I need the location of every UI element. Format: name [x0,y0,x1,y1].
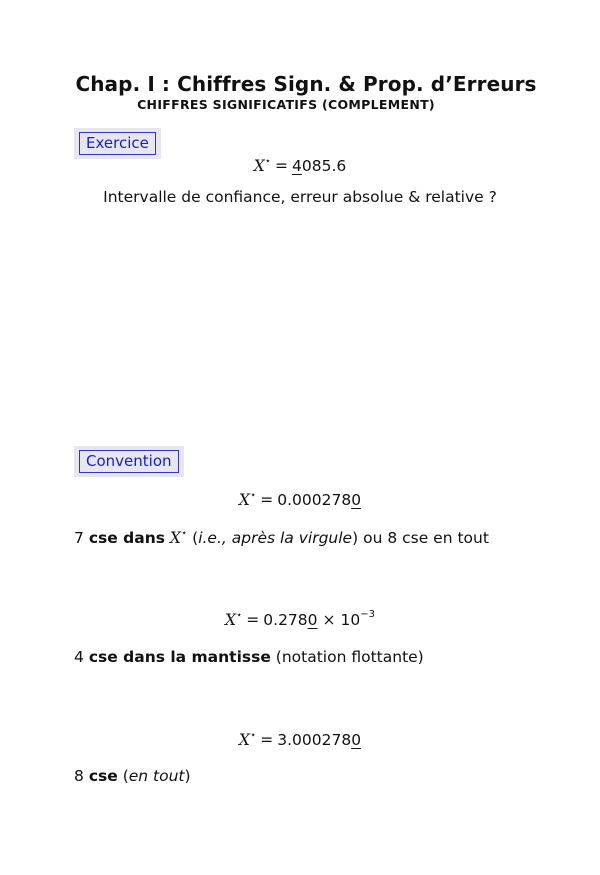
count: 8 [74,767,84,785]
convention-tag [74,446,184,477]
page-subtitle: CHIFFRES SIGNIFICATIFS (COMPLEMENT) [137,97,435,112]
exercise-tag [74,128,161,159]
math-variable: X [238,491,250,509]
exercise-question: Intervalle de confiance, erreur absolue & relative ? [103,188,497,206]
math-variable: X [224,611,237,629]
star-superscript: ⋆ [249,490,257,501]
underlined-digit: 0 [307,611,318,629]
underlined-digit: 4 [292,157,302,175]
paren-open: ( [192,529,199,547]
equals-sign: = [260,491,274,509]
equals-sign: = [275,157,289,175]
italic-phrase: en tout [128,767,185,785]
paren-close: ) [184,767,191,785]
times-sign: × [322,611,336,629]
bold-phrase: cse dans [88,529,165,547]
convention-tag-label: Convention [79,450,179,473]
equals-sign: = [260,731,274,749]
tail-text: ou 8 cse en tout [363,529,489,547]
base: 10 [340,611,361,629]
exercise-equation [0,156,600,175]
underlined-digit: 0 [351,731,362,749]
math-variable: X [253,157,265,175]
convention-text-1 [74,528,489,547]
paren-open: ( [122,767,129,785]
paren-close: ) [352,529,359,547]
convention-equation-2 [0,610,600,629]
value-rest: 085.6 [301,157,347,175]
bold-phrase: cse [88,767,118,785]
tail-text: (notation flottante) [275,648,424,666]
value-main: 0.000278 [277,491,352,509]
exercise-tag-label: Exercice [79,132,156,155]
mantissa-main: 0.278 [263,611,308,629]
convention-equation-3 [0,730,600,749]
equals-sign: = [246,611,260,629]
convention-equation-1 [0,490,600,509]
math-variable: X [169,529,181,547]
exponent: −3 [360,609,376,620]
math-variable: X [238,731,250,749]
bold-phrase: cse dans la mantisse [88,648,271,666]
star-superscript: ⋆ [236,610,243,621]
star-superscript: ⋆ [264,156,272,167]
page-title: Chap. I : Chiffres Sign. & Prop. d’Erreurs [75,72,537,96]
star-superscript: ⋆ [249,730,257,741]
star-superscript: ⋆ [180,528,188,539]
count: 4 [74,648,84,666]
underlined-digit: 0 [351,491,362,509]
convention-text-2 [74,648,424,666]
italic-phrase: i.e., après la virgule [198,529,353,547]
value-main: 3.000278 [277,731,352,749]
convention-text-3 [74,767,191,785]
count: 7 [74,529,84,547]
